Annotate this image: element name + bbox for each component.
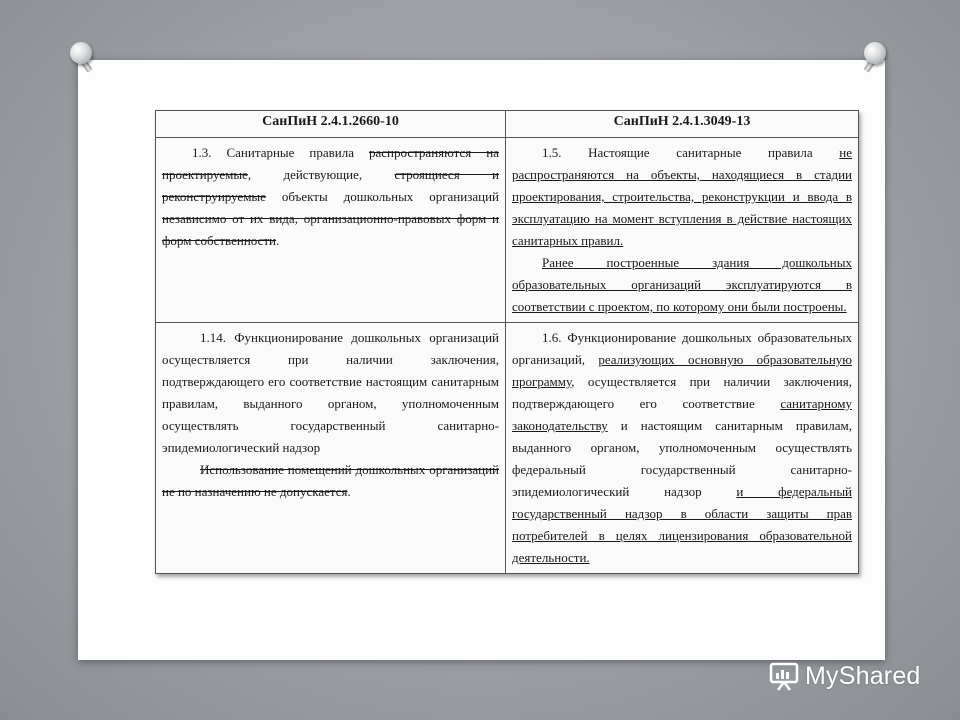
text-run: 1.14. Функционирование дошкольных организаций осуществляется при наличии заключения, подтверждающего его соответствие настоящим санитарным правилам, выданного органом, уполномоченным осуществлять государственный санитарно-эпидемиологический надзор xyxy=(162,330,499,455)
text-run: . xyxy=(276,233,280,248)
clause-text xyxy=(162,327,499,459)
myshared-watermark xyxy=(769,658,921,694)
underlined-text: Ранее построенные здания дошкольных образовательных организаций эксплуатируются в соответствии с проектом, по которому они были построены. xyxy=(512,255,852,314)
header-sanpin-2010: СанПиН 2.4.1.2660-10 xyxy=(156,111,506,138)
presentation-board-icon xyxy=(769,661,799,691)
clause-text xyxy=(512,252,852,318)
cell-2013-clause-1-6 xyxy=(506,323,859,574)
cell-2010-clause-1-3 xyxy=(156,138,506,323)
text-run: . xyxy=(347,484,351,499)
struck-text: независимо от их вида, организационно-правовых форм и форм собственности xyxy=(162,211,499,248)
pushpin-icon xyxy=(66,38,96,68)
table-row xyxy=(156,138,859,323)
text-run: 1.5. Настоящие санитарные правила xyxy=(542,145,840,160)
text-run: 1.6. Функционирование дошкольных образовательных организаций, xyxy=(512,330,852,367)
table-row xyxy=(156,323,859,574)
underlined-text: реализующих основную образовательную программу xyxy=(512,352,853,389)
underlined-text: и федеральный государственный надзор в области защиты прав потребителей в целях лицензирования образовательной деятельности. xyxy=(512,484,853,565)
text-run: и настоящим санитарным правилам, выданного органом, уполномоченным осуществлять федеральный государственный санитарно-эпидемиологический надзор xyxy=(512,418,852,499)
text-run: 1.3. Санитарные правила xyxy=(192,145,369,160)
text-run: объекты дошкольных организаций xyxy=(265,189,499,204)
table-header-row xyxy=(156,111,859,138)
cell-2013-clause-1-5 xyxy=(506,138,859,323)
watermark-text: MyShared xyxy=(805,661,921,690)
text-run: , действующие, xyxy=(247,167,395,182)
underlined-text: санитарному законодательству xyxy=(512,396,852,433)
pushpin-icon xyxy=(860,38,890,68)
clause-text xyxy=(512,142,852,252)
comparison-table xyxy=(155,110,859,574)
cell-2010-clause-1-14 xyxy=(156,323,506,574)
struck-text: строящиеся и реконструируемые xyxy=(162,167,499,204)
clause-text xyxy=(512,327,852,569)
clause-text xyxy=(162,459,499,503)
text-run: , осуществляется при наличии заключения, подтверждающего его соответствие xyxy=(512,374,852,411)
header-sanpin-2013: СанПиН 2.4.1.3049-13 xyxy=(506,111,859,138)
struck-text: Использование помещений дошкольных организаций не по назначению не допускается xyxy=(162,462,499,499)
underlined-text: не распространяются на объекты, находящиеся в стадии проектирования, строительства, реконструкции и ввода в эксплуатацию на момент вступления в действие настоящих санитарных правил. xyxy=(512,145,852,248)
clause-text xyxy=(162,142,499,252)
struck-text: распространяются на проектируемые xyxy=(162,145,499,182)
